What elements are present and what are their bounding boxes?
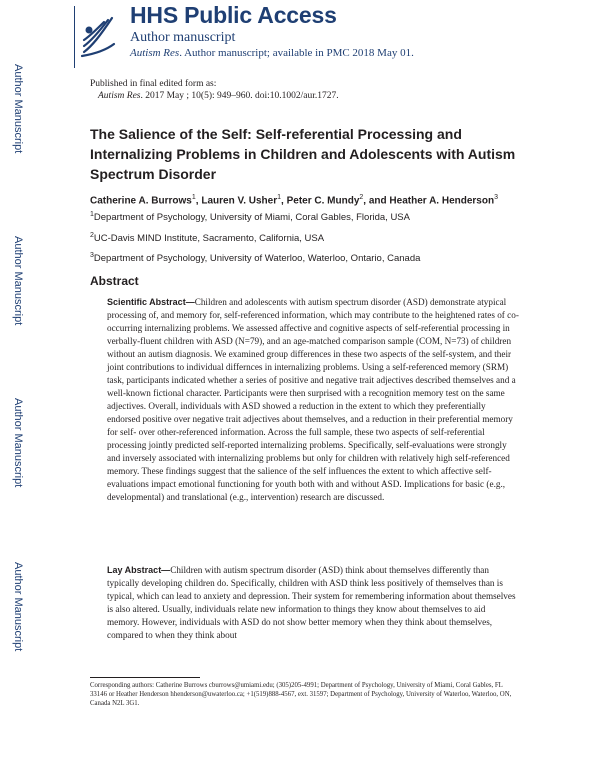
abstract-heading: Abstract bbox=[90, 274, 139, 288]
lay-abstract-lead: Lay Abstract— bbox=[107, 565, 171, 575]
journal-name: Autism Res bbox=[130, 47, 180, 59]
affil-text: UC-Davis MIND Institute, Sacramento, California, USA bbox=[93, 233, 325, 245]
published-in-label: Published in final edited form as: bbox=[90, 79, 217, 89]
citation-details: . 2017 May ; 10(5): 949–960. doi:10.1002/aur.1727. bbox=[140, 91, 339, 101]
affil-text: Department of Psychology, University of Miami, Coral Gables, Florida, USA bbox=[93, 212, 410, 224]
scientific-abstract bbox=[107, 296, 519, 504]
affil-sup: 1 bbox=[90, 211, 94, 218]
author-name: Lauren V. Usher bbox=[201, 195, 278, 207]
author-name: Heather A. Henderson bbox=[389, 195, 495, 207]
availability-text: . Author manuscript; available in PMC 2018 May 01. bbox=[179, 47, 414, 59]
affil-sup: 2 bbox=[90, 232, 94, 239]
author-name: Peter C. Mundy bbox=[286, 195, 360, 207]
hhs-public-access-title: HHS Public Access bbox=[130, 2, 337, 28]
lay-abstract bbox=[107, 564, 519, 642]
scientific-abstract-text: Children and adolescents with autism spectrum disorder (ASD) demonstrate atypical processing of, and memory for, self-referenced information, which may contribute to the heightened rates of co-occurring internalizing problems. We assessed affective and cognitive aspects of self-referential processing in verbally-fluent children with ASD (N=79), and an age-matched comparison sample (COM, N=73) of children without an autism diagnosis. We examined group differences in these two aspects of the self-system, and their joint contributions to individual differnces in internalizing problems. Using a self-referenced memory (SRM) task, participants indicated whether a series of positive and negative trait adjectives described themselves and a well-known fictional character. Participants were then surprised with a recognition memory test on the same adjectives. Overall, individuals with ASD showed a reduction in the extent to which they preferentially endorsed positive over negative trait adjectives about themselves, and a reduction in their preferential memory for self- over other-referenced information. Across the full sample, these two aspects of self-referential processing jointly predicted self-reported internalizing problems. Specifically, self-evaluations were strongly and inversely associated with internalizing problems but only for children with relatively high self-referenced memory. These findings suggest that the salience of the self influences the extent to which affective self-evaluations impact emotional functioning for youth both with and without ASD. Implications for basic (e.g., developmental) and translational (e.g., intervention) research are discussed. bbox=[107, 297, 519, 502]
lay-abstract-text: Children with autism spectrum disorder (ASD) think about themselves differently than typically developing children do. Specifically, children with ASD think less positively of themselves than is typical, which can lead to anxiety and depression. Their system for remembering information about themselves is also altered. Usually, individuals relate new information to things they know about themselves to aid memory. However, individuals with ASD do not show better memory when they think about themselves, compared to when they think about bbox=[107, 565, 516, 640]
affiliation bbox=[90, 211, 550, 223]
side-label-author-manuscript: Author Manuscript bbox=[12, 236, 24, 326]
author-affil-sup: 1 bbox=[191, 194, 196, 201]
citation-journal: Autism Res bbox=[98, 91, 141, 101]
side-label-author-manuscript: Author Manuscript bbox=[12, 398, 24, 488]
author-sep: , bbox=[281, 195, 287, 207]
affil-sup: 3 bbox=[90, 252, 94, 259]
journal-availability bbox=[130, 47, 414, 59]
side-label-author-manuscript: Author Manuscript bbox=[12, 562, 24, 652]
hhs-eagle-logo-icon bbox=[78, 8, 118, 60]
citation bbox=[90, 90, 339, 102]
side-label-author-manuscript: Author Manuscript bbox=[12, 64, 24, 154]
footnote-rule bbox=[90, 677, 200, 678]
author-sep: , bbox=[195, 195, 202, 207]
author-affil-sup: 1 bbox=[277, 194, 282, 201]
author-sep: , and bbox=[363, 195, 390, 207]
publication-info bbox=[90, 78, 339, 102]
affiliation bbox=[90, 232, 550, 244]
author-affil-sup: 2 bbox=[359, 194, 364, 201]
scientific-abstract-lead: Scientific Abstract— bbox=[107, 297, 195, 307]
author-manuscript-label: Author manuscript bbox=[130, 30, 236, 45]
header-divider bbox=[74, 6, 75, 68]
author-affil-sup: 3 bbox=[494, 194, 498, 201]
author-name: Catherine A. Burrows bbox=[90, 195, 192, 207]
paper-title: The Salience of the Self: Self-referential Processing and Internalizing Problems in Children and Adolescents with Autism Spectrum Disorder bbox=[90, 126, 516, 182]
corresponding-authors-footnote: Corresponding authors: Catherine Burrows cburrows@umiami.edu; (305)205-4991; Department of Psychology, University of Miami, Coral Gables, FL 33146 or Heather Henderson hhenderson@uwaterloo.ca; +1(519)888-4567, ext. 31597; Department of Psychology, University of Waterloo, Waterloo, ON, Canada N2L 3G1. bbox=[90, 682, 512, 707]
affil-text: Department of Psychology, University of Waterloo, Waterloo, Ontario, Canada bbox=[93, 253, 421, 265]
author-list bbox=[90, 194, 550, 206]
affiliation bbox=[90, 252, 550, 264]
